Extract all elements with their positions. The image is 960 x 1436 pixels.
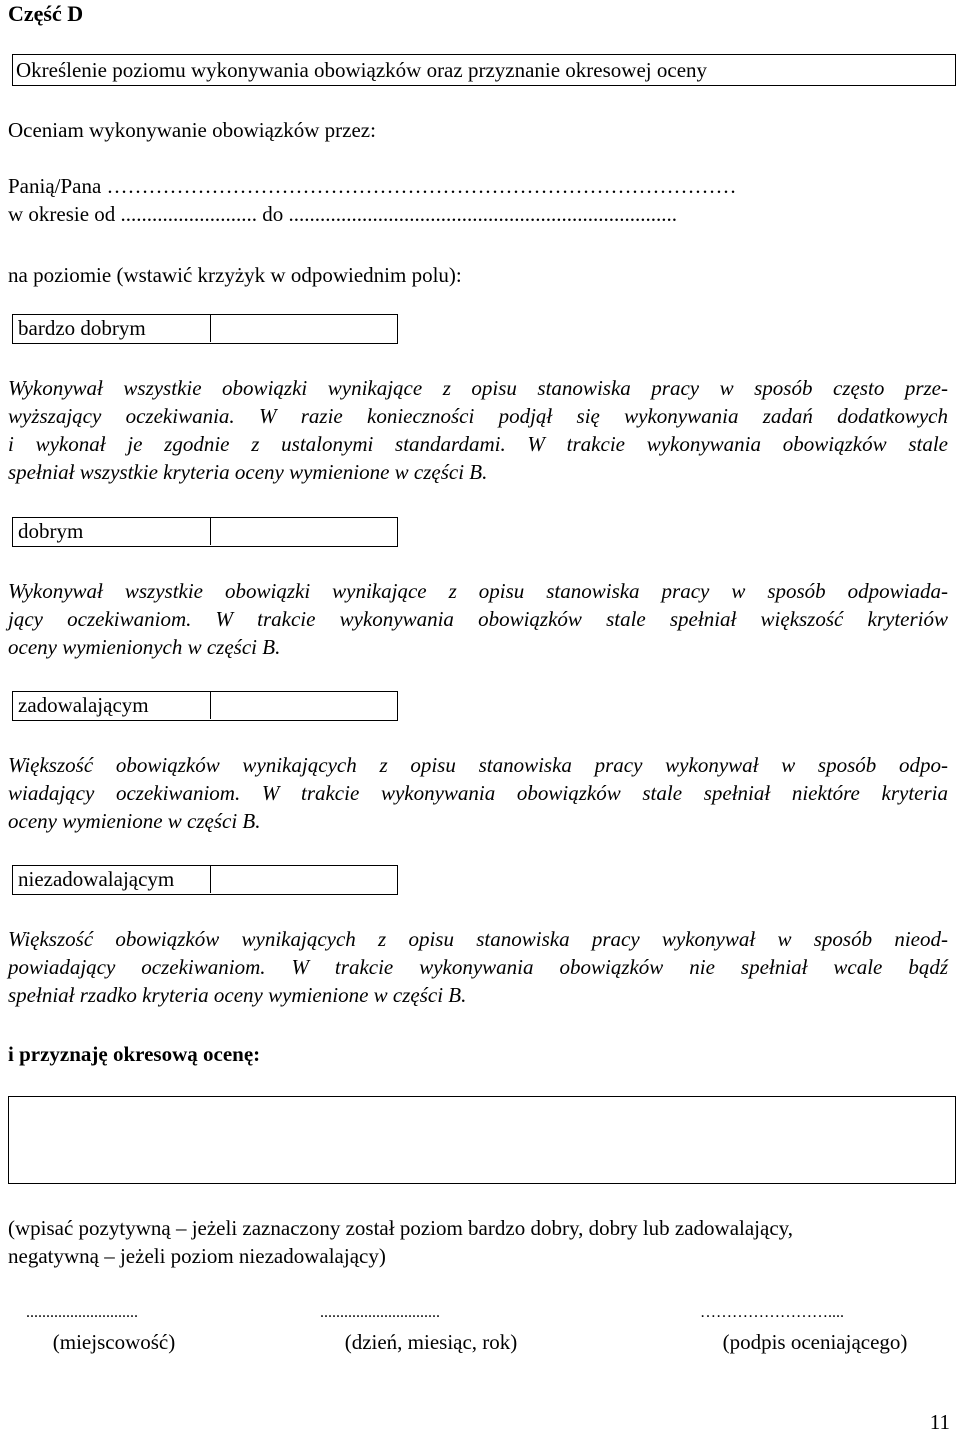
- level-description: [8, 925, 948, 1009]
- level-label: dobrym: [13, 518, 211, 545]
- description-line: jący oczekiwaniom. W trakcie wykonywania obowiązków stale spełniał większość kryteriów: [8, 607, 948, 631]
- grant-note-line: negatywną – jeżeli poziom niezadowalający): [8, 1244, 386, 1268]
- page-number: 11: [929, 1410, 950, 1434]
- signature-dots: ……………………....: [700, 1304, 844, 1321]
- level-checkbox[interactable]: [211, 518, 397, 545]
- level-row-niezadowalajacy: [12, 865, 398, 895]
- level-row-zadowalajacy: [12, 691, 398, 721]
- assess-intro: Oceniam wykonywanie obowiązków przez:: [8, 118, 376, 142]
- person-line: Panią/Pana ………………………………………………………………………………: [8, 174, 737, 198]
- description-line: Większość obowiązków wynikających z opisu stanowiska pracy wykonywał w sposób odpo-: [8, 753, 948, 777]
- level-label: zadowalającym: [13, 692, 211, 719]
- description-line: oceny wymienionych w części B.: [8, 635, 281, 659]
- description-line: i wykonał je zgodnie z ustalonymi standardami. W trakcie wykonywania obowiązków stale: [8, 432, 948, 456]
- description-line: spełniał rzadko kryteria oceny wymienione w części B.: [8, 983, 467, 1007]
- description-line: spełniał wszystkie kryteria oceny wymienione w części B.: [8, 460, 488, 484]
- signature-evaluator: [700, 1302, 930, 1356]
- grade-input-box[interactable]: [8, 1096, 956, 1184]
- level-description: [8, 374, 948, 486]
- signature-place: [24, 1302, 204, 1356]
- grant-note-line: (wpisać pozytywną – jeżeli zaznaczony został poziom bardzo dobry, dobry lub zadowalający,: [8, 1216, 794, 1240]
- signature-date: [316, 1302, 546, 1356]
- period-line: w okresie od .......................... do ..........................................................................: [8, 202, 678, 226]
- grant-heading: i przyznaję okresową ocenę:: [8, 1042, 261, 1066]
- signature-dots: ............................: [26, 1304, 138, 1321]
- level-description: [8, 751, 948, 835]
- level-checkbox[interactable]: [211, 866, 397, 893]
- signature-label: (dzień, miesiąc, rok): [344, 1330, 518, 1354]
- level-description: [8, 577, 948, 661]
- description-line: Wykonywał wszystkie obowiązki wynikające z opisu stanowiska pracy w sposób odpowiada-: [8, 579, 948, 603]
- section-title: Część D: [8, 1, 84, 26]
- description-line: Wykonywał wszystkie obowiązki wynikające z opisu stanowiska pracy w sposób często prze-: [8, 376, 948, 400]
- level-label: bardzo dobrym: [13, 315, 211, 342]
- description-line: Większość obowiązków wynikających z opisu stanowiska pracy wykonywał w sposób nieod-: [8, 927, 948, 951]
- signature-dots: ..............................: [320, 1304, 440, 1321]
- description-line: wiadający oczekiwaniom. W trakcie wykonywania obowiązków stale spełniał niektóre kryteria: [8, 781, 948, 805]
- level-checkbox[interactable]: [211, 692, 397, 719]
- header-box-text: Określenie poziomu wykonywania obowiązków oraz przyznanie okresowej oceny: [16, 58, 708, 82]
- description-line: oceny wymienione w części B.: [8, 809, 261, 833]
- signature-label: (miejscowość): [52, 1330, 176, 1354]
- header-box: [12, 54, 956, 86]
- level-row-dobry: [12, 517, 398, 547]
- signature-label: (podpis oceniającego): [722, 1330, 908, 1354]
- level-label: niezadowalającym: [13, 866, 211, 893]
- description-line: powiadający oczekiwaniom. W trakcie wykonywania obowiązków nie spełniał wcale bądź: [8, 955, 948, 979]
- level-checkbox[interactable]: [211, 315, 397, 342]
- description-line: wyższający oczekiwania. W razie konieczności podjął się wykonywania zadań dodatkowych: [8, 404, 948, 428]
- level-row-bardzo-dobry: [12, 314, 398, 344]
- level-instruction: na poziomie (wstawić krzyżyk w odpowiednim polu):: [8, 263, 462, 287]
